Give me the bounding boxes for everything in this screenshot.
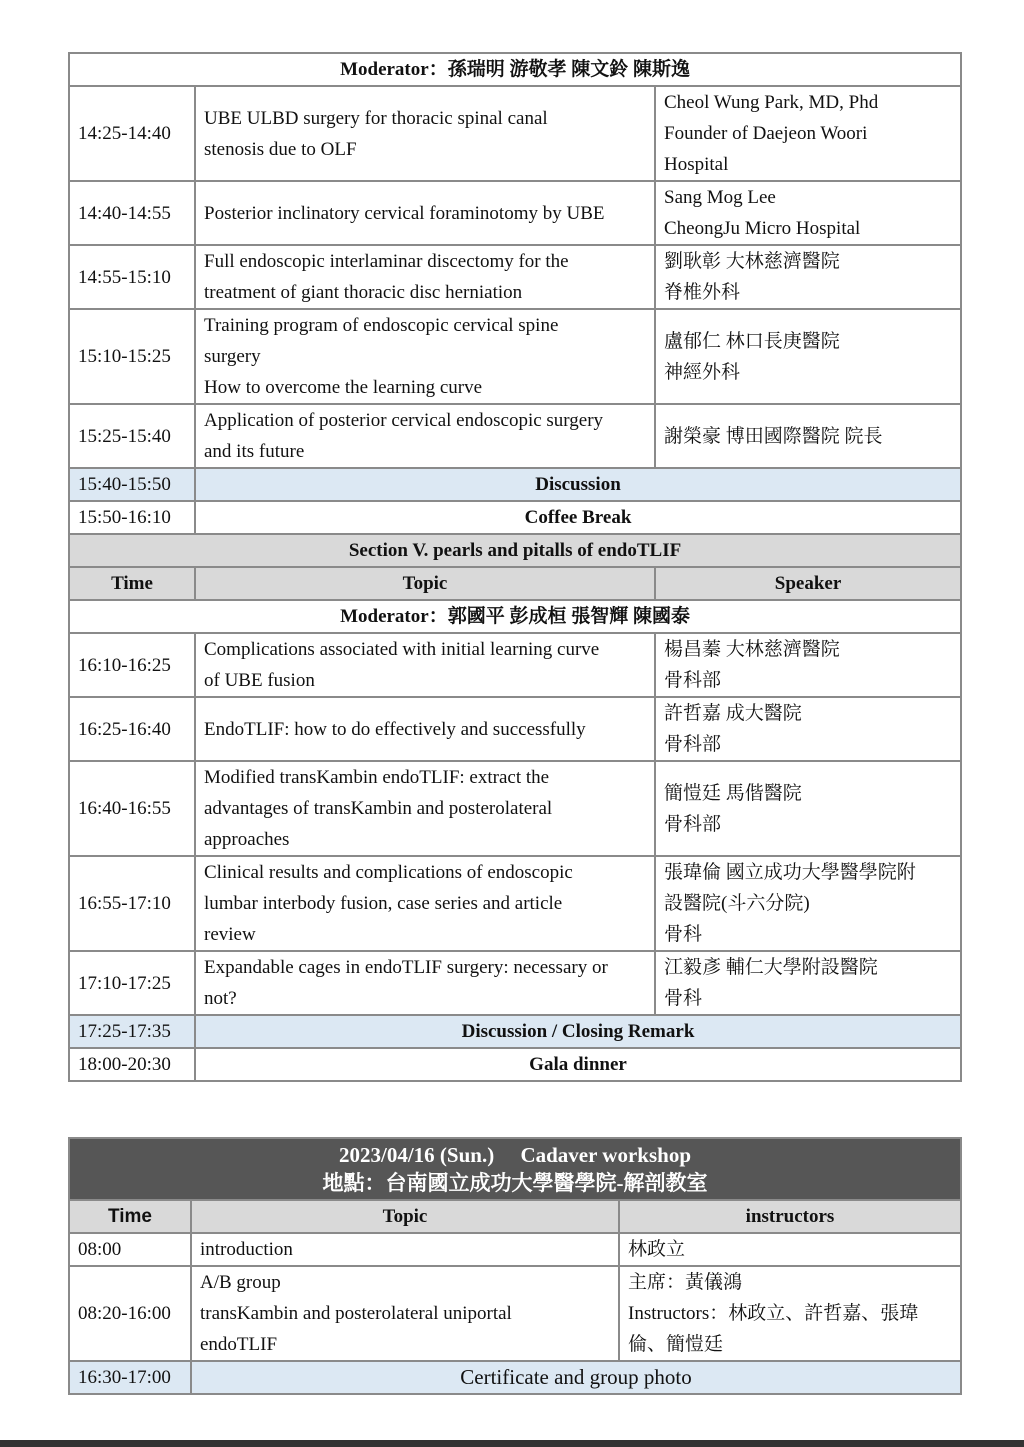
header-topic: Topic bbox=[195, 567, 655, 600]
workshop-schedule-table bbox=[68, 1137, 962, 1395]
session-speaker: 盧郁仁 林口長庚醫院 神經外科 bbox=[655, 309, 961, 404]
session-time: 17:10-17:25 bbox=[69, 951, 195, 1015]
session-time: 15:25-15:40 bbox=[69, 404, 195, 468]
header-instructors: instructors bbox=[619, 1200, 961, 1233]
workshop-location: 地點：台南國立成功大學醫學院-解剖教室 bbox=[322, 1171, 708, 1195]
session-time: 08:20-16:00 bbox=[69, 1266, 191, 1361]
session-speaker: 張瑋倫 國立成功大學醫學院附 設醫院(斗六分院) 骨科 bbox=[655, 856, 961, 951]
session-topic: Posterior inclinatory cervical foraminotomy by UBE bbox=[195, 181, 655, 245]
gala-label: Gala dinner bbox=[195, 1048, 961, 1081]
closing-label: Discussion / Closing Remark bbox=[195, 1015, 961, 1048]
session-time: 16:25-16:40 bbox=[69, 697, 195, 761]
session-time: 08:00 bbox=[69, 1233, 191, 1266]
session-topic: Clinical results and complications of endoscopic lumbar interbody fusion, case series and article review bbox=[195, 856, 655, 951]
session-topic: Training program of endoscopic cervical spine surgery How to overcome the learning curve bbox=[195, 309, 655, 404]
session-instructor: 林政立 bbox=[619, 1233, 961, 1266]
session-speaker: 謝榮豪 博田國際醫院 院長 bbox=[655, 404, 961, 468]
certificate-label: Certificate and group photo bbox=[191, 1361, 961, 1394]
session-topic: A/B group transKambin and posterolateral uniportal endoTLIF bbox=[191, 1266, 619, 1361]
header-time: Time bbox=[69, 567, 195, 600]
session-time: 14:55-15:10 bbox=[69, 245, 195, 309]
moderator-row: Moderator：孫瑞明 游敬孝 陳文鈴 陳斯逸 bbox=[69, 53, 961, 86]
session-speaker: 楊昌蓁 大林慈濟醫院 骨科部 bbox=[655, 633, 961, 697]
session-topic: Modified transKambin endoTLIF: extract the advantages of transKambin and posterolateral approaches bbox=[195, 761, 655, 856]
header-speaker: Speaker bbox=[655, 567, 961, 600]
session-topic: Expandable cages in endoTLIF surgery: necessary or not? bbox=[195, 951, 655, 1015]
session-time: 14:40-14:55 bbox=[69, 181, 195, 245]
session-topic: introduction bbox=[191, 1233, 619, 1266]
session-time: 15:10-15:25 bbox=[69, 309, 195, 404]
session-time: 16:55-17:10 bbox=[69, 856, 195, 951]
session-time: 14:25-14:40 bbox=[69, 86, 195, 181]
session-topic: Application of posterior cervical endoscopic surgery and its future bbox=[195, 404, 655, 468]
session-speaker: Cheol Wung Park, MD, Phd Founder of Daejeon Woori Hospital bbox=[655, 86, 961, 181]
header-topic: Topic bbox=[191, 1200, 619, 1233]
session-speaker: 劉耿彰 大林慈濟醫院 脊椎外科 bbox=[655, 245, 961, 309]
session-speaker: 許哲嘉 成大醫院 骨科部 bbox=[655, 697, 961, 761]
coffee-time: 15:50-16:10 bbox=[69, 501, 195, 534]
header-time: Time bbox=[69, 1200, 191, 1233]
session-speaker: 簡愷廷 馬偕醫院 骨科部 bbox=[655, 761, 961, 856]
session-time: 16:40-16:55 bbox=[69, 761, 195, 856]
coffee-label: Coffee Break bbox=[195, 501, 961, 534]
moderator-row: Moderator：郭國平 彭成桓 張智輝 陳國泰 bbox=[69, 600, 961, 633]
discussion-time: 15:40-15:50 bbox=[69, 468, 195, 501]
workshop-date-title: 2023/04/16 (Sun.) Cadaver workshop bbox=[339, 1143, 691, 1167]
session-speaker: 江毅彥 輔仁大學附設醫院 骨科 bbox=[655, 951, 961, 1015]
session-instructor: 主席：黃儀鴻 Instructors：林政立、許哲嘉、張瑋 倫、簡愷廷 bbox=[619, 1266, 961, 1361]
closing-time: 17:25-17:35 bbox=[69, 1015, 195, 1048]
bottom-bar bbox=[0, 1440, 1024, 1447]
certificate-time: 16:30-17:00 bbox=[69, 1361, 191, 1394]
workshop-title bbox=[69, 1138, 961, 1200]
gala-time: 18:00-20:30 bbox=[69, 1048, 195, 1081]
session-schedule-table bbox=[68, 52, 962, 1082]
session-topic: Complications associated with initial learning curve of UBE fusion bbox=[195, 633, 655, 697]
session-topic: Full endoscopic interlaminar discectomy for the treatment of giant thoracic disc herniation bbox=[195, 245, 655, 309]
session-topic: EndoTLIF: how to do effectively and successfully bbox=[195, 697, 655, 761]
session-speaker: Sang Mog Lee CheongJu Micro Hospital bbox=[655, 181, 961, 245]
session-time: 16:10-16:25 bbox=[69, 633, 195, 697]
discussion-label: Discussion bbox=[195, 468, 961, 501]
section-title: Section V. pearls and pitalls of endoTLIF bbox=[69, 534, 961, 567]
session-topic: UBE ULBD surgery for thoracic spinal canal stenosis due to OLF bbox=[195, 86, 655, 181]
